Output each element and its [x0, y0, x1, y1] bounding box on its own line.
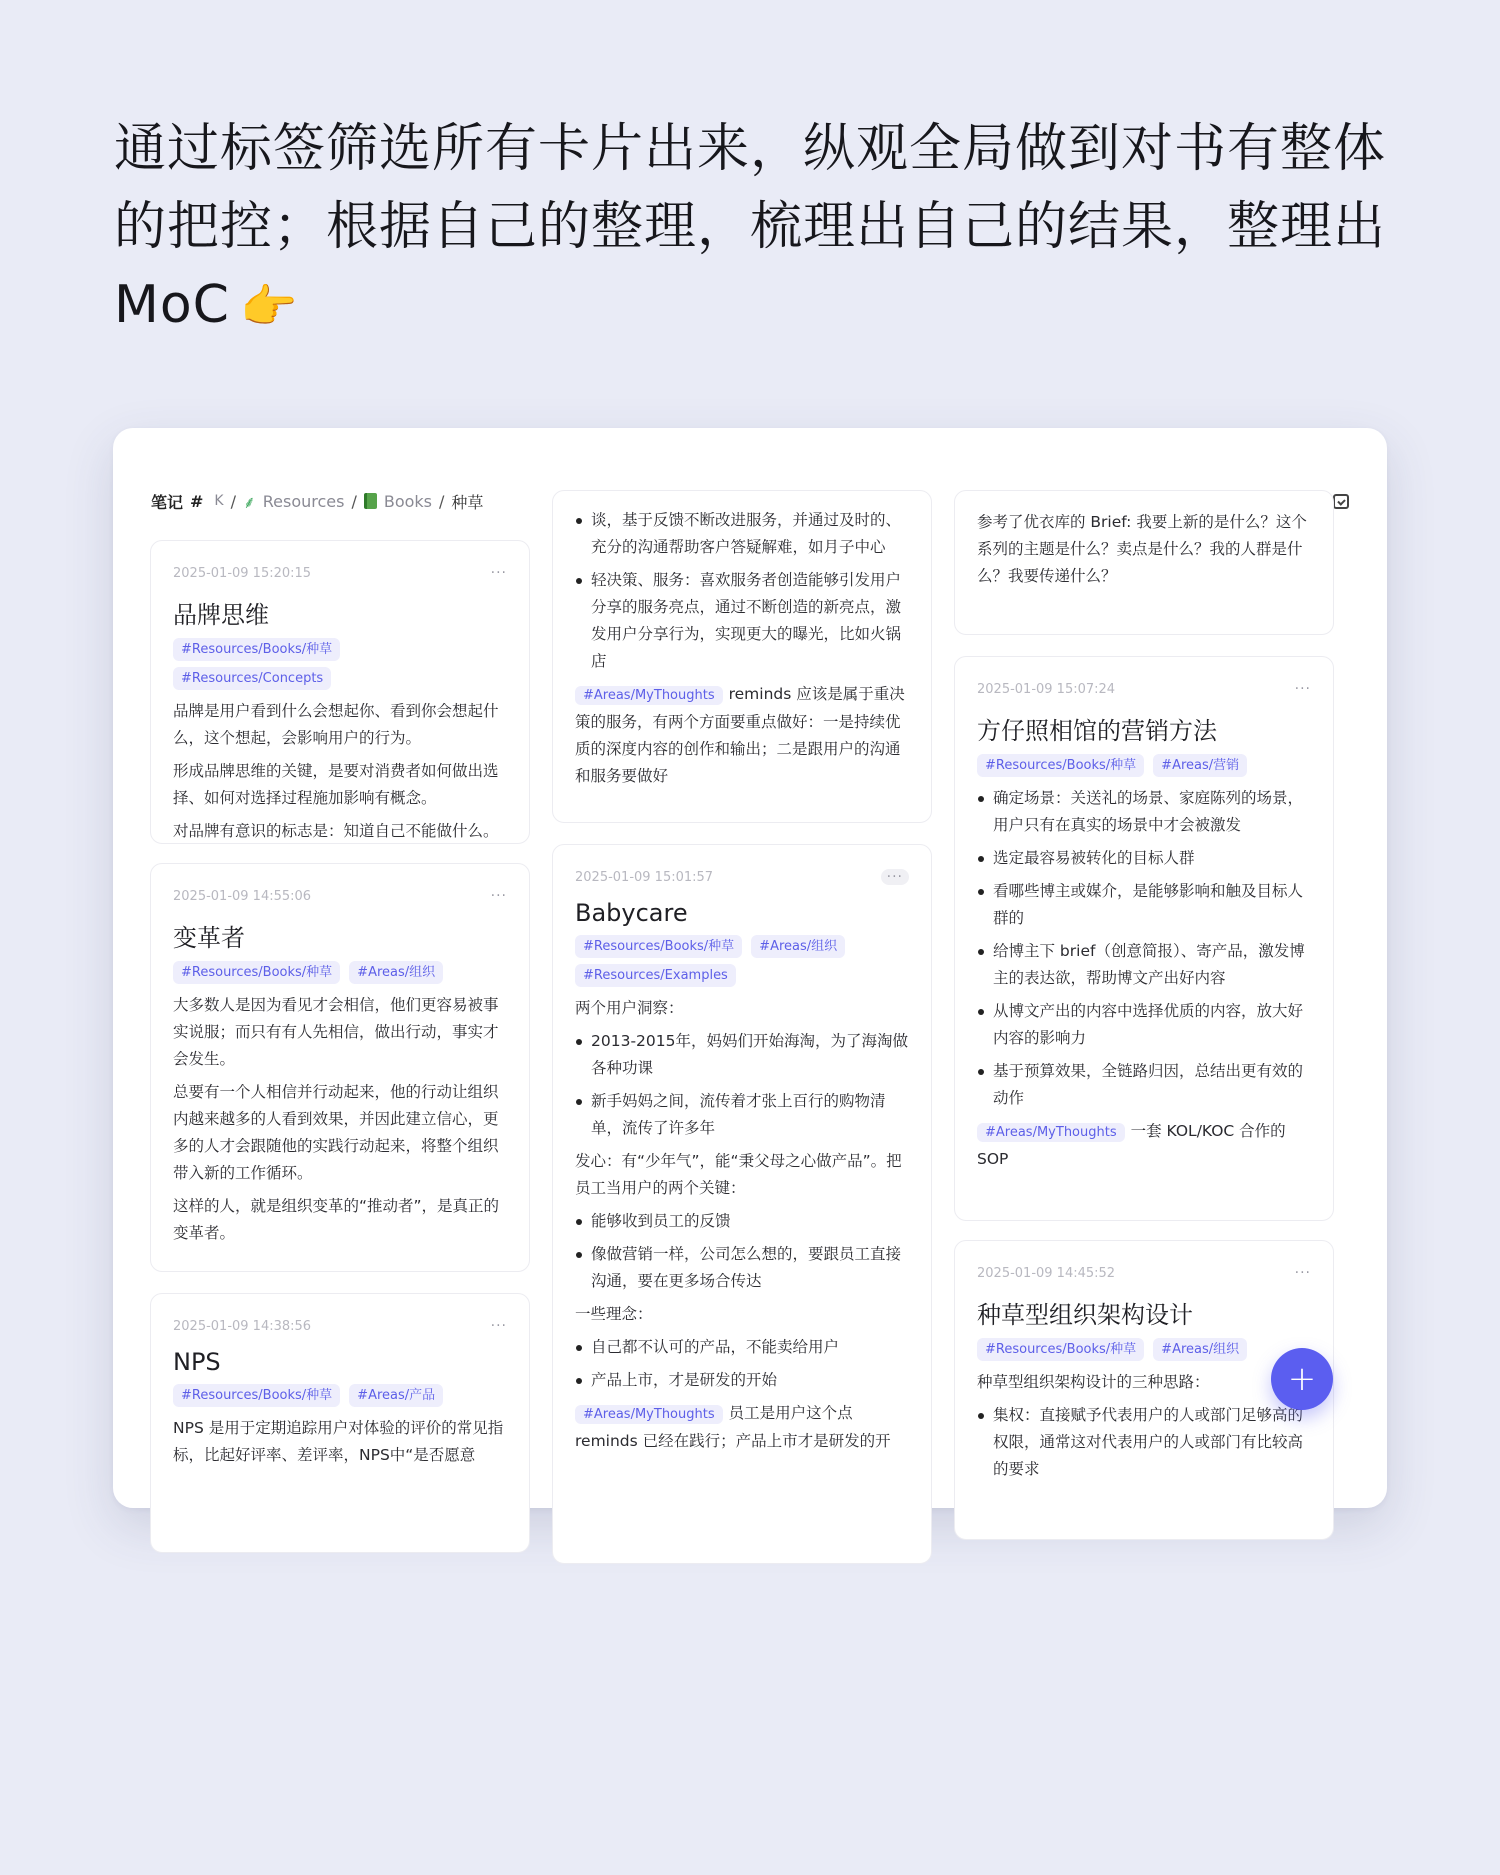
list-item: 集权：直接赋予代表用户的人或部门足够高的权限，通常这对代表用户的人或部门有比较高的要求 — [977, 1402, 1311, 1483]
more-icon[interactable]: ··· — [881, 869, 909, 885]
headline — [114, 110, 1394, 345]
breadcrumb — [151, 490, 483, 513]
tag[interactable]: #Resources/Books/种草 — [575, 935, 742, 958]
list-item: 轻决策、服务：喜欢服务者创造能够引发用户分享的服务亮点，通过不断创造的新亮点，激发用户分享行为，实现更大的曝光，比如火锅店 — [575, 567, 909, 675]
card-list — [575, 1334, 909, 1394]
card-list — [575, 1028, 909, 1142]
column-2 — [552, 511, 932, 1470]
tag[interactable]: #Areas/组织 — [349, 961, 443, 984]
card-paragraph: 发心：有“少年气”，能“秉父母之心做产品”。把员工当用户的两个关键： — [575, 1152, 902, 1197]
list-item: 给博主下 brief（创意简报）、寄产品，激发博主的表达欲，帮助博文产出好内容 — [977, 938, 1311, 992]
thought-text: 一套 KOL/KOC 合作的 SOP — [977, 1122, 1286, 1168]
breadcrumb-current: 种草 — [451, 492, 484, 512]
more-icon[interactable]: ··· — [490, 888, 507, 904]
column-3 — [954, 513, 1334, 1478]
tag[interactable]: #Resources/Books/种草 — [173, 1384, 340, 1407]
sprout-icon: ⸙ — [243, 492, 256, 513]
card-title: 方仔照相馆的营销方法 — [977, 717, 1217, 745]
card-timestamp: 2025-01-09 15:20:15 — [173, 565, 312, 581]
breadcrumb-separator: / — [439, 491, 445, 511]
card-tags — [977, 754, 1311, 777]
list-item: 新手妈妈之间，流传着才张上百行的购物清单，流传了许多年 — [575, 1088, 909, 1142]
list-item: 2013-2015年，妈妈们开始海淘，为了海淘做各种功课 — [575, 1028, 909, 1082]
list-item: 产品上市，才是研发的开始 — [575, 1367, 909, 1394]
card-paragraph: 形成品牌思维的关键，是要对消费者如何做出选择、如何对选择过程施加影响有概念。 — [173, 762, 499, 807]
list-item: 看哪些博主或媒介，是能够影响和触及目标人群的 — [977, 878, 1311, 932]
card-thought — [575, 681, 909, 790]
headline-line-1: 通过标签筛选所有卡片出来，纵观全局做到对书有整体 — [114, 119, 1387, 179]
collapse-left-icon[interactable]: K — [214, 493, 224, 509]
card-paragraph: 总要有一个人相信并行动起来，他的行动让组织内越来越多的人看到效果，并因此建立信心，更多的人才会跟随他的实践行动起来，将整个组织带入新的工作循环。 — [173, 1083, 499, 1182]
breadcrumb-separator: / — [351, 491, 357, 511]
list-item: 确定场景：关送礼的场景、家庭陈列的场景，用户只有在真实的场景中才会被激发 — [977, 785, 1311, 839]
notes-window — [113, 428, 1387, 1508]
card-list — [977, 785, 1311, 1112]
card-title: 种草型组织架构设计 — [977, 1301, 1193, 1329]
card-paragraph: 两个用户洞察： — [575, 999, 684, 1017]
card-title: NPS — [173, 1348, 221, 1376]
add-note-button[interactable]: + — [1271, 1348, 1333, 1410]
card-timestamp: 2025-01-09 14:45:52 — [977, 1265, 1116, 1281]
tag[interactable]: #Areas/产品 — [349, 1384, 443, 1407]
card-paragraph: 一些理念： — [575, 1305, 653, 1323]
card-timestamp: 2025-01-09 14:38:56 — [173, 1318, 312, 1334]
column-1 — [150, 540, 530, 1470]
tag[interactable]: #Areas/组织 — [1153, 1338, 1247, 1361]
note-card[interactable] — [150, 540, 530, 844]
hash-icon[interactable]: # — [190, 491, 204, 511]
card-paragraph: 种草型组织架构设计的三种思路： — [977, 1373, 1210, 1391]
card-timestamp: 2025-01-09 15:01:57 — [575, 869, 714, 885]
book-icon — [364, 493, 377, 509]
card-tags — [977, 1338, 1311, 1361]
thought-text: 员工是用户这个点 reminds 已经在践行；产品上市才是研发的开 — [575, 1404, 891, 1450]
note-card[interactable] — [552, 490, 932, 823]
card-title: Babycare — [575, 899, 688, 927]
breadcrumb-books[interactable]: Books — [383, 491, 433, 511]
card-paragraph: 对品牌有意识的标志是：知道自己不能做什么。 — [173, 822, 499, 840]
card-tags — [173, 961, 507, 984]
list-item: 从博文产出的内容中选择优质的内容，放大好内容的影响力 — [977, 998, 1311, 1052]
pointing-hand-icon: 👉 — [240, 279, 299, 333]
notes-title[interactable]: 笔记 — [151, 492, 184, 512]
calendar-icon[interactable] — [1333, 494, 1349, 509]
more-icon[interactable]: ··· — [490, 565, 507, 581]
thought-text: reminds 应该是属于重决策的服务，有两个方面要重点做好：一是持续优质的深度内容的创作和输出；二是跟用户的沟通和服务要做好 — [575, 685, 905, 785]
tag[interactable]: #Resources/Books/种草 — [977, 1338, 1144, 1361]
card-paragraph: 品牌是用户看到什么会想起你、看到你会想起什么，这个想起，会影响用户的行为。 — [173, 702, 499, 747]
tag[interactable]: #Areas/MyThoughts — [575, 1405, 723, 1424]
card-paragraph: 参考了优衣库的 Brief: 我要上新的是什么？这个系列的主题是什么？卖点是什么？我的人群是什么？我要传递什么？ — [977, 513, 1307, 585]
more-icon[interactable]: ··· — [1294, 681, 1311, 697]
list-item: 基于预算效果，全链路归因，总结出更有效的动作 — [977, 1058, 1311, 1112]
card-list — [575, 1208, 909, 1295]
list-item: 能够收到员工的反馈 — [575, 1208, 909, 1235]
card-list — [575, 507, 909, 675]
breadcrumb-separator: / — [230, 491, 236, 511]
tag[interactable]: #Resources/Books/种草 — [173, 961, 340, 984]
tag[interactable]: #Areas/MyThoughts — [575, 686, 723, 705]
tag[interactable]: #Areas/营销 — [1153, 754, 1247, 777]
card-timestamp: 2025-01-09 14:55:06 — [173, 888, 312, 904]
note-card[interactable] — [150, 863, 530, 1272]
tag[interactable]: #Areas/MyThoughts — [977, 1123, 1125, 1142]
note-card[interactable] — [150, 1293, 530, 1553]
card-tags — [173, 638, 507, 690]
card-paragraph: 大多数人是因为看见才会相信，他们更容易被事实说服；而只有有人先相信，做出行动，事实才会发生。 — [173, 996, 499, 1068]
more-icon[interactable]: ··· — [490, 1318, 507, 1334]
card-paragraph: 这样的人，就是组织变革的“推动者”，是真正的变革者。 — [173, 1197, 500, 1242]
note-card[interactable] — [954, 656, 1334, 1221]
tag[interactable]: #Resources/Books/种草 — [977, 754, 1144, 777]
card-tags — [173, 1384, 507, 1407]
list-item: 谈，基于反馈不断改进服务，并通过及时的、充分的沟通帮助客户答疑解难，如月子中心 — [575, 507, 909, 561]
card-tags — [575, 935, 909, 987]
headline-line-3 — [114, 266, 1394, 345]
list-item: 自己都不认可的产品，不能卖给用户 — [575, 1334, 909, 1361]
tag[interactable]: #Resources/Books/种草 — [173, 638, 340, 661]
card-paragraph: NPS 是用于定期追踪用户对体验的评价的常见指标，比起好评率、差评率，NPS中“是否愿意 — [173, 1419, 504, 1464]
card-title: 变革者 — [173, 924, 245, 952]
card-thought — [575, 1400, 909, 1455]
list-item: 选定最容易被转化的目标人群 — [977, 845, 1311, 872]
tag[interactable]: #Resources/Concepts — [173, 667, 331, 690]
headline-line-2: 的把控；根据自己的整理，梳理出自己的结果，整理出 — [114, 197, 1387, 257]
headline-moc: MoC — [114, 275, 230, 335]
list-item: 像做营销一样，公司怎么想的，要跟员工直接沟通，要在更多场合传达 — [575, 1241, 909, 1295]
breadcrumb-resources[interactable]: Resources — [262, 491, 345, 511]
tag[interactable]: #Resources/Examples — [575, 964, 736, 987]
card-timestamp: 2025-01-09 15:07:24 — [977, 681, 1116, 697]
card-list — [977, 1402, 1311, 1483]
note-card[interactable] — [954, 490, 1334, 635]
tag[interactable]: #Areas/组织 — [751, 935, 845, 958]
card-title: 品牌思维 — [173, 601, 269, 629]
more-icon[interactable]: ··· — [1294, 1265, 1311, 1281]
note-card[interactable] — [552, 844, 932, 1564]
card-thought — [977, 1118, 1311, 1173]
